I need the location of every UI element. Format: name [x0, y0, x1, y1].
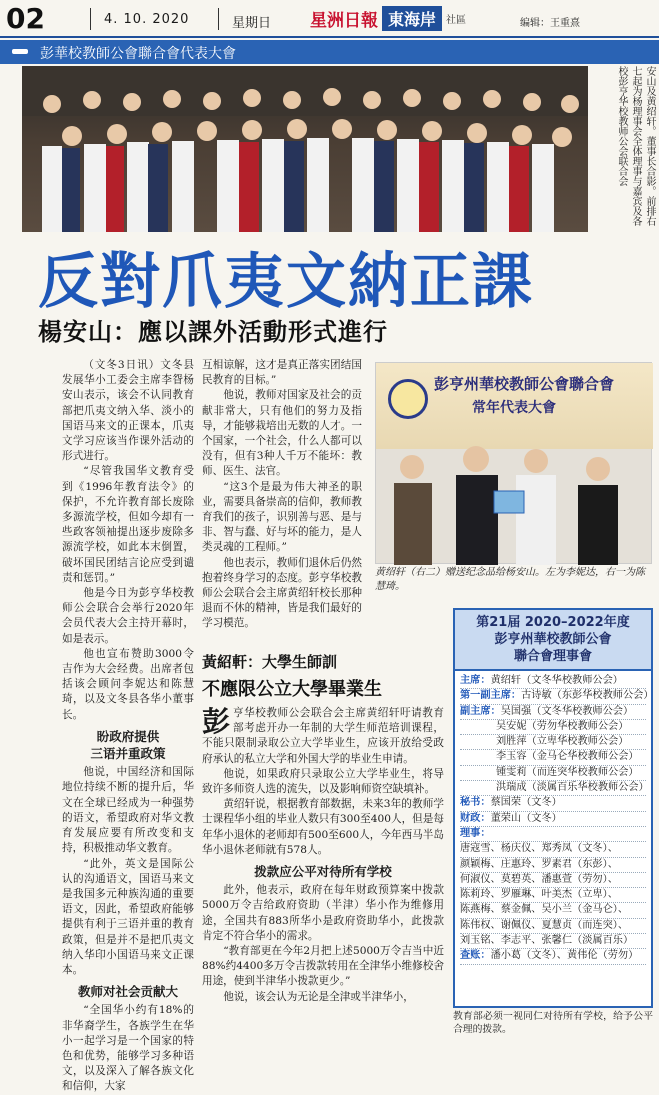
paragraph: 他是今日为彭亨华校教师公会联合会举行2020年会员代表大会主持开幕时，如是表示。	[62, 587, 194, 645]
committee-row	[460, 796, 646, 811]
paragraph: 他也宣布赞助3000令吉作为大会经费。出席者包括该会顾问李妮达和陈慧琦，以及文冬县各华小董事长。	[62, 647, 194, 721]
committee-member: 古诗敏（东彭华校教师公会）	[521, 690, 654, 702]
secondary-headline-line1: 黃紹軒：大學生師訓	[202, 653, 338, 671]
committee-box-header	[455, 610, 651, 671]
committee-member: 董荣山（文冬）	[490, 812, 562, 824]
paragraph: 黄绍轩说，根据教育部数据，未来3年的教师学士课程华小组的毕业人数只有300至400人，但是每年华小退休的老师却有500至600人，今年西马半岛华小退休老师就有578人。	[202, 798, 444, 856]
logo-sub-text: 社區	[446, 14, 467, 26]
committee-member: 陈伟权、谢佩仪、夏慧贞（而连突）、	[460, 919, 629, 931]
committee-member: 刘玉铭、李志平、张馨仁（淡属百乐）	[460, 935, 634, 947]
committee-row	[460, 766, 646, 781]
committee-row	[460, 750, 646, 765]
committee-row	[460, 858, 646, 873]
committee-member: 洪瑞成（淡属百乐华校教师公会）	[496, 782, 649, 794]
paragraph: “此外，英文是国际公认的沟通语文，国语马来文是我国多元种族沟通的重要语文，因此，希望政府能够提供有利于三语并重的教育政策，但是并不是把爪夷文纳入华印小国语马来文正课本。	[62, 857, 194, 976]
committee-row	[460, 919, 646, 934]
paragraph: “这3个是最为伟大神圣的职业，需要具备崇高的信仰，教师教育我们的孩子，识别善与恶、是与非、智与蠢、好与坏的能力，是人类灵魂的工程师。”	[202, 480, 362, 554]
committee-row	[460, 842, 646, 857]
committee-row	[460, 934, 646, 949]
committee-row	[460, 903, 646, 918]
committee-role: 秘书：	[460, 797, 491, 809]
committee-row	[460, 781, 649, 796]
committee-row	[460, 812, 646, 827]
paragraph: 亨华校教师公会联合会主席黄绍轩吁请教育部考虑开办一年制的大学生师范培训课程，不能只限制录取公立大学毕业生，应该开放给受政府承认的私立大学和外国大学的毕业生申请。	[202, 707, 444, 765]
committee-title-org: 彭亨州華校教師公會	[494, 632, 612, 647]
paragraph: 他说，中国经济和国际地位持续不断的提升后，华文在全球已经成为一种强势的语文，希望政府对华文教育发展应要有所改变和支持，积极推动华文教育。	[62, 766, 194, 855]
page-header	[0, 0, 659, 38]
header-divider	[218, 8, 219, 30]
committee-member: 陈燕梅、蔡金佩、吴小兰（金马仑）、	[460, 904, 629, 916]
committee-row	[460, 689, 654, 704]
ceremony-photo	[375, 362, 652, 564]
section-heading: 教师对社会贡献大	[77, 984, 178, 1000]
backdrop-subtitle: 常年代表大會	[472, 400, 556, 416]
drop-cap: 彭	[202, 705, 231, 738]
group-photo	[22, 66, 588, 232]
committee-row	[460, 720, 646, 735]
group-photo-illustration	[22, 66, 588, 232]
section-banner	[0, 40, 659, 64]
secondary-headline-line2: 不應限公立大學畢業生	[202, 679, 382, 700]
committee-role: 副主席：	[460, 705, 501, 717]
committee-role: 第一副主席：	[460, 690, 522, 702]
committee-member: 吴国强（文冬华校教师公会）	[500, 705, 634, 717]
committee-role: 财政：	[460, 812, 491, 824]
committee-member: 唐寇雪、杨庆仪、郑秀凤（文冬）、	[460, 843, 618, 855]
section-heading: 三语并重政策	[90, 746, 166, 762]
committee-member: 潘小葛（文冬）、黄伟伦（劳勿）	[490, 950, 639, 962]
committee-role: 查账：	[460, 950, 491, 962]
paragraph: 他也表示，教师们退休后仍然抱着终身学习的态度。彭亨华校教师公会联合会主席黄绍轩校长那种退而不休的精神，皆是我们最好的学习模范。	[202, 556, 362, 630]
committee-row	[460, 735, 646, 750]
committee-title-term: 第21届 2020–2022年度	[476, 615, 630, 630]
paragraph: 他说，教师对国家及社会的贡献非常大，只有他们的努力及指导，才能够栽培出无数的人才。一个国家，一个社会，什么人都可以没有，但有3种人千万不能坏：教师、医生、法官。	[202, 389, 362, 478]
group-photo-caption: 安山及黄绍轩。董事长合影。前排右七起为杨理事会全体理事与嘉宾及各校彭亨华校教师公会联合会	[616, 66, 655, 226]
committee-member: 何淑仪、莫碧英、潘惠萱（劳勿）、	[460, 873, 618, 885]
paragraph: “全国华小约有18%的非华裔学生，各族学生在华小一起学习是一个国家的特色和优势，能够学习多种语文，以及深入了解各族文化和信仰，大家	[62, 1004, 194, 1093]
editor-credit: 编辑：王重熹	[520, 18, 580, 29]
section-heading: 拨款应公平对待所有学校	[254, 864, 392, 880]
committee-member: 李玉容（金马仑华校教师公会）	[496, 751, 639, 763]
committee-row	[460, 888, 646, 903]
paragraph: 互相谅解，这才是真正落实团结国民教育的目标。”	[202, 359, 362, 387]
article-column-1	[62, 358, 194, 1095]
main-headline: 反對爪夷文納正課	[38, 247, 534, 317]
committee-member: 吴安妮（劳勿华校教师公会）	[496, 720, 629, 732]
committee-member: 陈莉玲、罗雁琳、叶美杰（立卑）、	[460, 889, 618, 901]
committee-list	[455, 671, 654, 968]
committee-member: 黄绍轩（文冬华校教师公会）	[490, 675, 623, 686]
sub-headline: 楊安山：應以課外活動形式進行	[38, 318, 388, 346]
banner-bullet-icon	[12, 49, 28, 54]
article-column-3	[202, 706, 444, 1005]
committee-box	[453, 608, 653, 1008]
ceremony-photo-caption: 黄绍轩（右二）赠送纪念品给杨安山。左为李妮达，右一为陈慧琦。	[375, 567, 645, 592]
committee-member: 刘胜萍（立卑华校教师公会）	[496, 736, 629, 748]
committee-title-body: 聯合會理事會	[513, 649, 592, 664]
banner-title: 彭華校教師公會聯合會代表大會	[40, 46, 236, 62]
committee-member: 锺雯莉（而连突华校教师公会）	[496, 766, 639, 778]
paragraph: “尽管我国华文教育受到《1996年教育法令》的保护，不允许教育部长废除多源流学校，但如今却有一些政客领袖提出逐步废除多源流学校，如此本末倒置，破坏国民团结言论应受到谴责和惩罚。”	[62, 465, 194, 584]
paragraph: 他说，如果政府只录取公立大学毕业生，将导致许多师资人选的流失，以及影响师资空缺填补。	[202, 767, 444, 796]
section-logo	[310, 4, 466, 32]
committee-member: 颜颖梅、庄惠玲、罗素君（东彭）、	[460, 858, 618, 870]
paragraph: “教育部更在今年2月把上述5000万令吉当中近88%约4400多万令吉拨款转用在全津华小维修校舍用途，使到半津华小拨款更少。”	[202, 945, 444, 988]
committee-row	[460, 949, 646, 964]
issue-date: 4. 10. 2020	[104, 12, 190, 27]
committee-row	[460, 827, 646, 842]
logo-red-text: 星洲日報	[310, 10, 378, 31]
committee-member: 蔡国荣（文冬）	[490, 797, 562, 809]
section-heading: 盼政府提供	[96, 728, 160, 744]
committee-row	[460, 705, 646, 720]
ceremony-photo-illustration	[376, 363, 653, 565]
committee-role: 主席：	[460, 675, 491, 686]
article-column-2	[202, 358, 362, 632]
paragraph: 此外，他表示，政府在每年财政预算案中拨款5000万令吉给政府资助（半津）华小作为维修用途，全国共有883所华小是政府资助华小，此拨款肯定不符合华小的需求。	[202, 884, 444, 942]
article-column-4	[453, 1010, 653, 1036]
paragraph: （文冬3日讯）文冬县发展华小工委会主席李眢杨安山表示，该会不认同教育部把爪夷文纳入华、淡小的国语马来文的正课本，爪夷文学习应该当作课外活动的形式进行。	[62, 359, 194, 463]
paragraph: 教育部必须一视同仁对待所有学校，给予公平合理的拨款。	[453, 1011, 653, 1035]
backdrop-title: 彭亨州華校教師公會聯合會	[434, 375, 615, 393]
logo-blue-text: 東海岸	[382, 6, 442, 31]
committee-row	[460, 873, 646, 888]
paragraph: 他说，该会认为无论是全津或半津华小，	[223, 990, 414, 1003]
header-divider	[90, 8, 91, 30]
committee-row	[460, 674, 646, 689]
weekday: 星期日	[232, 16, 272, 31]
page-number: 02	[6, 2, 45, 35]
committee-role: 理事：	[460, 827, 491, 839]
